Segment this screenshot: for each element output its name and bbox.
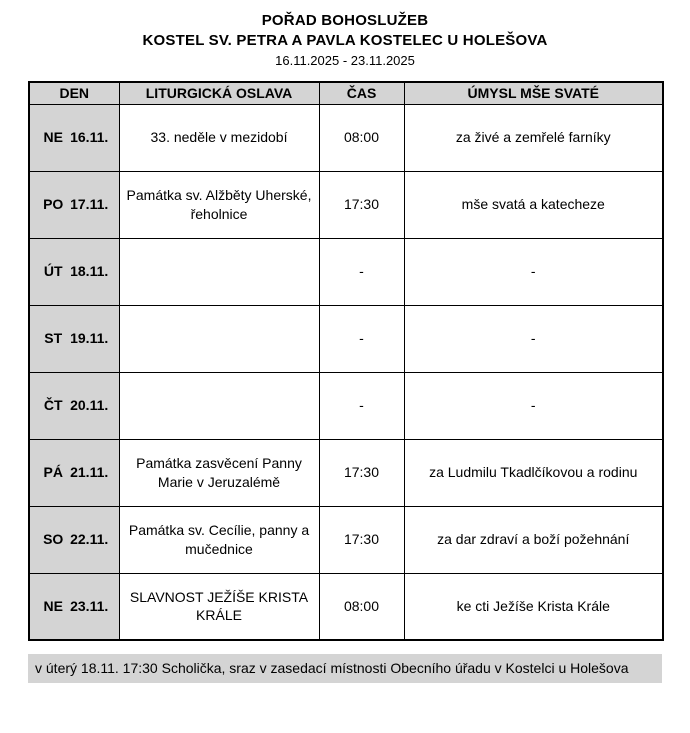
- celebration-cell: Památka sv. Alžběty Uherské, řeholnice: [119, 171, 319, 238]
- day-date: 19.11.: [70, 330, 109, 347]
- table-row: [29, 171, 663, 238]
- day-abbr: PÁ: [43, 464, 63, 481]
- intention-cell: za živé a zemřelé farníky: [404, 104, 663, 171]
- column-header-umysl: ÚMYSL MŠE SVATÉ: [404, 82, 663, 104]
- time-cell: 08:00: [319, 573, 404, 640]
- day-cell: [29, 573, 119, 640]
- day-cell: [29, 372, 119, 439]
- table-row: [29, 439, 663, 506]
- day-abbr: NE: [43, 129, 63, 146]
- day-abbr: SO: [43, 531, 64, 548]
- table-row: [29, 372, 663, 439]
- column-header-den: DEN: [29, 82, 119, 104]
- intention-cell: za Ludmilu Tkadlčíkovou a rodinu: [404, 439, 663, 506]
- table-row: [29, 238, 663, 305]
- celebration-cell: 33. neděle v mezidobí: [119, 104, 319, 171]
- table-row: [29, 104, 663, 171]
- intention-cell: ke cti Ježíše Krista Krále: [404, 573, 663, 640]
- day-cell: [29, 171, 119, 238]
- table-row: [29, 305, 663, 372]
- column-header-cas: ČAS: [319, 82, 404, 104]
- column-header-liturgicka-oslava: LITURGICKÁ OSLAVA: [119, 82, 319, 104]
- celebration-cell: [119, 305, 319, 372]
- day-cell: [29, 305, 119, 372]
- table-header-row: [29, 82, 663, 104]
- celebration-cell: SLAVNOST JEŽÍŠE KRISTA KRÁLE: [119, 573, 319, 640]
- day-abbr: ST: [44, 330, 63, 347]
- day-cell: [29, 506, 119, 573]
- celebration-cell: [119, 372, 319, 439]
- time-cell: 17:30: [319, 171, 404, 238]
- intention-cell: za dar zdraví a boží požehnání: [404, 506, 663, 573]
- table-row: [29, 506, 663, 573]
- celebration-cell: Památka zasvěcení Panny Marie v Jeruzalémě: [119, 439, 319, 506]
- document-header: [28, 12, 662, 68]
- day-abbr: ÚT: [43, 263, 63, 280]
- intention-cell: -: [404, 372, 663, 439]
- page-title: POŘAD BOHOSLUŽEB: [261, 12, 429, 29]
- time-cell: -: [319, 238, 404, 305]
- day-date: 22.11.: [70, 531, 109, 548]
- day-date: 17.11.: [70, 196, 109, 213]
- time-cell: -: [319, 305, 404, 372]
- time-cell: 17:30: [319, 439, 404, 506]
- day-date: 23.11.: [70, 598, 109, 615]
- day-date: 18.11.: [70, 263, 109, 280]
- day-date: 21.11.: [70, 464, 109, 481]
- celebration-cell: [119, 238, 319, 305]
- time-cell: -: [319, 372, 404, 439]
- intention-cell: -: [404, 238, 663, 305]
- time-cell: 08:00: [319, 104, 404, 171]
- church-name: KOSTEL SV. PETRA A PAVLA KOSTELEC U HOLEŠOVA: [142, 32, 548, 49]
- intention-cell: mše svatá a katecheze: [404, 171, 663, 238]
- day-abbr: PO: [43, 196, 64, 213]
- day-cell: [29, 238, 119, 305]
- date-range: 16.11.2025 - 23.11.2025: [275, 53, 415, 68]
- day-date: 20.11.: [70, 397, 109, 414]
- day-cell: [29, 104, 119, 171]
- time-cell: 17:30: [319, 506, 404, 573]
- table-row: [29, 573, 663, 640]
- intention-cell: -: [404, 305, 663, 372]
- schedule-table: [28, 81, 664, 641]
- day-abbr: ČT: [43, 397, 63, 414]
- day-cell: [29, 439, 119, 506]
- day-date: 16.11.: [70, 129, 109, 146]
- celebration-cell: Památka sv. Cecílie, panny a mučednice: [119, 506, 319, 573]
- footer-note: v úterý 18.11. 17:30 Scholička, sraz v zasedací místnosti Obecního úřadu v Kostelci u Holešova: [28, 654, 662, 683]
- day-abbr: NE: [43, 598, 63, 615]
